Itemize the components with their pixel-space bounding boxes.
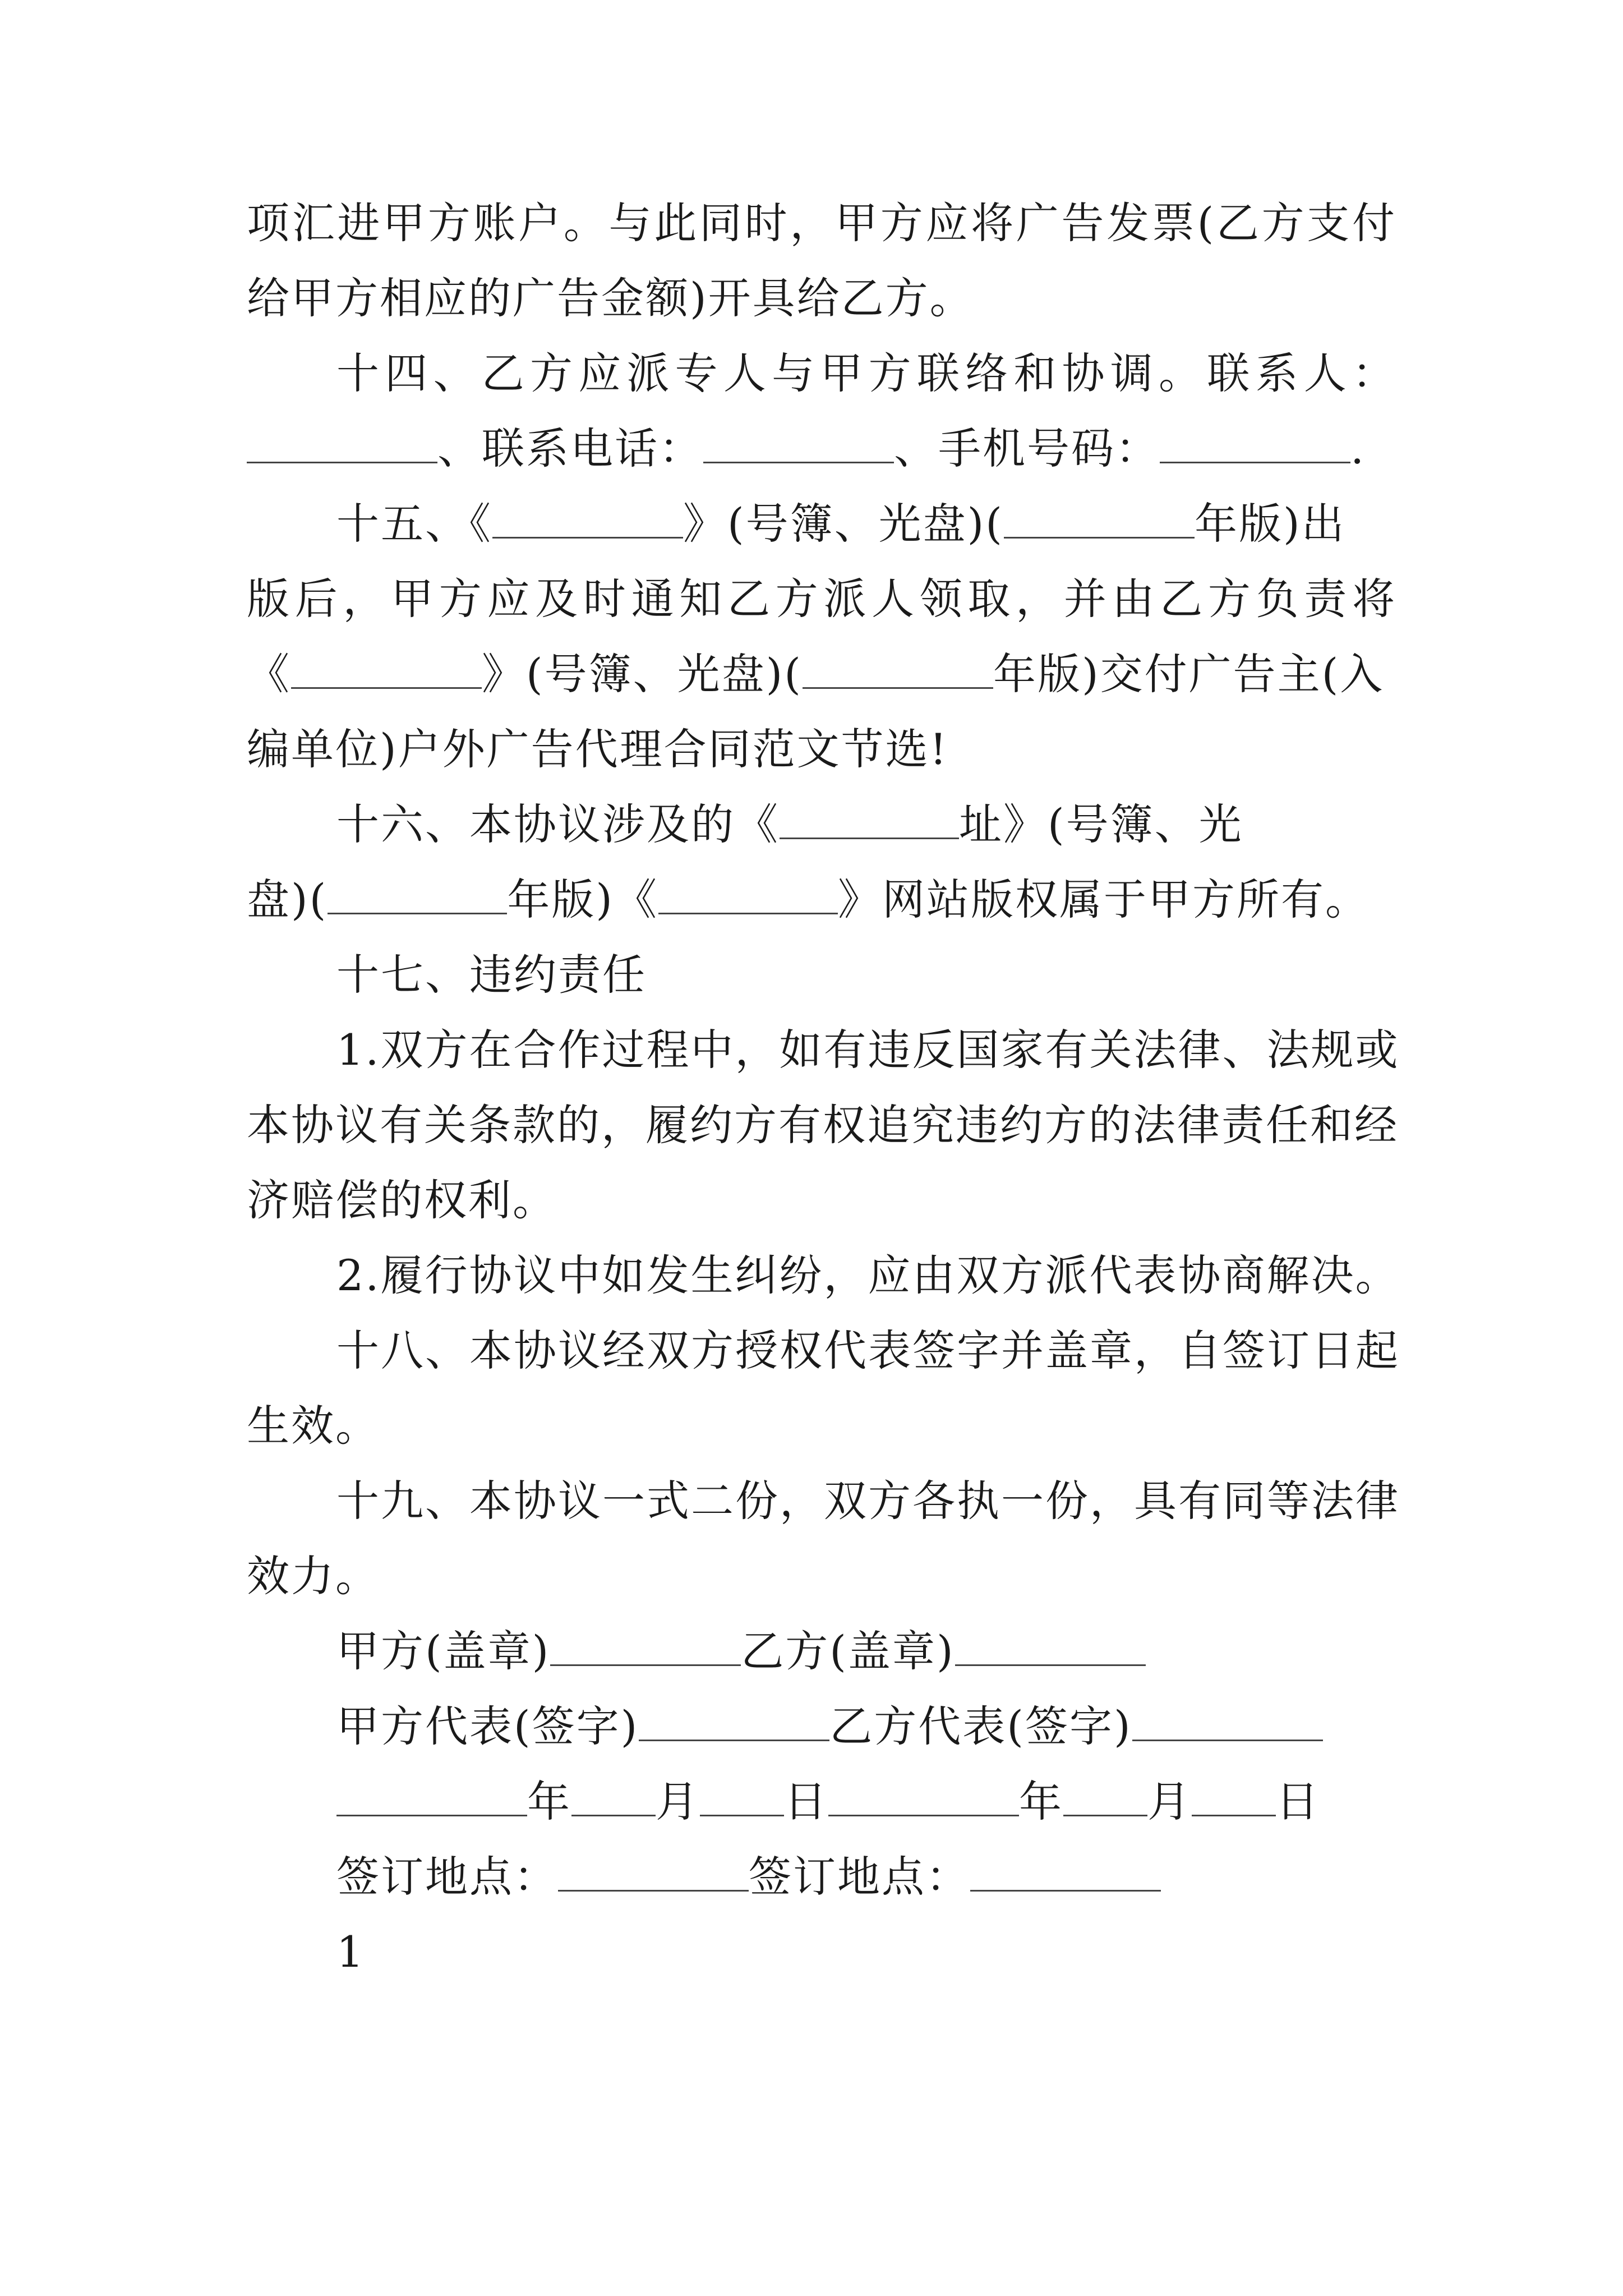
contact-phone-blank[interactable] — [703, 422, 894, 463]
text: 版后，甲方应及时通知乙方派人领取，并由乙方负责将 — [247, 574, 1396, 624]
website-blank[interactable] — [658, 873, 838, 914]
text: 项汇进甲方账户。与此同时，甲方应将广告发票(乙方支付 — [247, 198, 1396, 248]
party-b-month-blank[interactable] — [1063, 1775, 1147, 1816]
paragraph-line — [247, 196, 1396, 250]
party-b-rep-label: 乙方代表(签字) — [829, 1701, 1132, 1751]
party-a-month-blank[interactable] — [571, 1775, 656, 1816]
party-b-seal-label: 乙方(盖章) — [741, 1626, 955, 1676]
text: 十七、违约责任 — [336, 950, 647, 1000]
year-blank[interactable] — [328, 873, 507, 914]
text: 日 — [1276, 1777, 1320, 1826]
paragraph-line — [247, 1174, 1396, 1227]
text: 十九、本协议一式二份，双方各执一份，具有同等法律 — [336, 1476, 1400, 1526]
clause-14-contacts — [247, 422, 1396, 476]
text: 年版)《 — [507, 875, 658, 924]
text: 2.履行协议中如发生纠纷，应由双方派代表协商解决。 — [336, 1250, 1400, 1300]
contact-person-blank[interactable] — [247, 422, 437, 463]
party-a-place-blank[interactable] — [558, 1851, 749, 1892]
paragraph-line — [247, 647, 1396, 701]
text: 日 — [784, 1777, 828, 1826]
text: 本协议有关条款的，履约方有权追究违约方的法律责任和经 — [247, 1100, 1399, 1150]
party-a-place-label: 签订地点： — [336, 1852, 558, 1902]
party-b-place-label: 签订地点： — [749, 1852, 970, 1902]
text: 》网站版权属于甲方所有。 — [837, 875, 1370, 924]
clause-19 — [336, 1474, 1400, 1528]
text: 十四、乙方应派专人与甲方联络和协调。联系人： — [336, 348, 1396, 398]
text: 年版)出 — [1194, 499, 1346, 549]
clause-17-heading — [336, 948, 1396, 1002]
text: 十五、《 — [336, 499, 492, 549]
text: 1.双方在合作过程中，如有违反国家有关法律、法规或 — [336, 1025, 1400, 1075]
text: 盘)( — [247, 875, 328, 924]
year-blank[interactable] — [1004, 498, 1195, 539]
text: 月 — [1147, 1777, 1192, 1826]
paragraph-line — [247, 723, 1396, 776]
text: . — [1350, 424, 1366, 473]
text: 址》(号簿、光 — [959, 799, 1243, 849]
party-b-place-blank[interactable] — [970, 1851, 1161, 1892]
paragraph-line — [247, 873, 1396, 927]
clause-14 — [336, 347, 1396, 401]
text: 十六、本协议涉及的《 — [336, 799, 780, 849]
text: 编单位)户外广告代理合同范文节选! — [247, 724, 949, 774]
page-number — [336, 1925, 1396, 1979]
title-blank[interactable] — [780, 798, 959, 839]
party-b-rep-blank[interactable] — [1132, 1700, 1323, 1741]
text: 《 — [247, 649, 291, 699]
party-b-day-blank[interactable] — [1192, 1775, 1276, 1816]
text: 效力。 — [247, 1551, 380, 1601]
title-blank[interactable] — [291, 648, 482, 689]
party-b-seal-blank[interactable] — [955, 1625, 1146, 1666]
party-a-year-blank[interactable] — [336, 1775, 527, 1816]
text: 年版)交付广告主(入 — [993, 649, 1385, 699]
mobile-blank[interactable] — [1160, 422, 1350, 463]
paragraph-line — [247, 1549, 1396, 1603]
party-a-rep-label: 甲方代表(签字) — [336, 1701, 639, 1751]
signature-line — [336, 1700, 1396, 1754]
clause-15 — [336, 497, 1396, 551]
text: 月 — [656, 1777, 700, 1826]
year-blank[interactable] — [803, 648, 993, 689]
text: 1 — [336, 1927, 366, 1977]
paragraph-line — [247, 1399, 1396, 1453]
text: 、联系电话： — [437, 424, 703, 473]
party-a-seal-blank[interactable] — [550, 1625, 741, 1666]
paragraph-line — [247, 1098, 1399, 1152]
text: 年 — [1019, 1777, 1063, 1826]
seal-line — [336, 1625, 1396, 1678]
text: 十八、本协议经双方授权代表签字并盖章，自签订日起 — [336, 1326, 1400, 1375]
date-line — [336, 1775, 1396, 1829]
text: 给甲方相应的广告金额)开具给乙方。 — [247, 273, 974, 323]
party-a-day-blank[interactable] — [700, 1775, 784, 1816]
text: 》(号簿、光盘)( — [482, 649, 803, 699]
clause-16 — [336, 798, 1396, 852]
paragraph-line — [247, 272, 1396, 325]
text: 生效。 — [247, 1401, 380, 1451]
clause-17-item-1 — [336, 1023, 1400, 1077]
clause-17-item-2 — [336, 1249, 1400, 1303]
party-a-rep-blank[interactable] — [639, 1700, 829, 1741]
party-b-year-blank[interactable] — [828, 1775, 1019, 1816]
clause-18 — [336, 1324, 1400, 1378]
text: 年 — [527, 1777, 571, 1826]
text: 济赔偿的权利。 — [247, 1175, 557, 1225]
text: 、手机号码： — [894, 424, 1160, 473]
text: 》(号簿、光盘)( — [683, 499, 1004, 549]
paragraph-line — [247, 572, 1396, 626]
place-line — [336, 1850, 1396, 1904]
party-a-seal-label: 甲方(盖章) — [336, 1626, 551, 1676]
title-blank[interactable] — [492, 498, 683, 539]
